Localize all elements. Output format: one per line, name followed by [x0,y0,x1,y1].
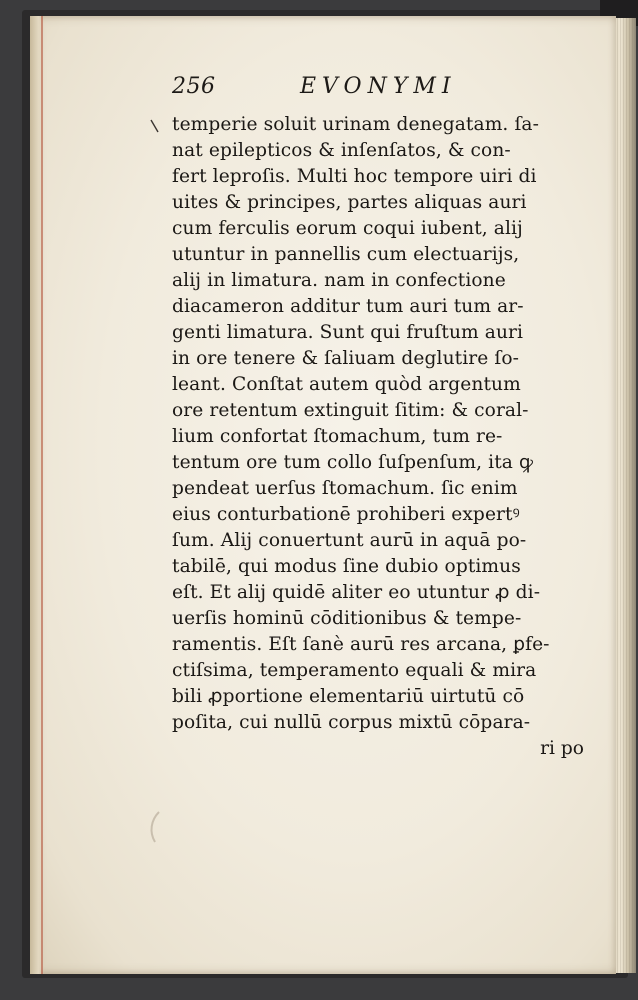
text-line: temperie soluit urinam denegatam. ſa- [172,114,539,135]
text-line: nat epilepticos & inſenſatos, & con- [172,140,511,161]
text-line: cum ferculis eorum coqui iubent, alij [172,218,523,239]
margin-stain [145,810,163,844]
text-line: tentum ore tum collo ſuſpenſum, ita ꝙ [172,452,534,473]
page-number: 256 [172,74,216,99]
text-line: fert leproſis. Multi hoc tempore uiri di [172,166,537,187]
text-line: uerſis hominū cōditionibus & tempe- [172,608,522,629]
page-edge-stripes [614,18,634,973]
text-line: eſt. Et alij quidē aliter eo utuntur ꝓ di- [172,582,541,603]
text-line: ctiſsima, temperamento equali & mira [172,660,537,681]
running-head: EVONYMI [300,74,457,99]
text-line: genti limatura. Sunt qui fruſtum auri [172,322,524,343]
text-line: tabilē, qui modus ſine dubio optimus [172,556,521,577]
text-line: utuntur in pannellis cum electuarijs, [172,244,520,265]
text-line: leant. Conſtat autem quòd argentum [172,374,521,395]
catchword: ri po [540,738,584,759]
text-line: alij in limatura. nam in confectione [172,270,506,291]
text-line: uites & principes, partes aliquas auri [172,192,527,213]
text-line: bili ꝓportione elementariū uirtutū cō [172,686,525,707]
text-line: pendeat uerſus ſtomachum. ſic enim [172,478,518,499]
text-line: ore retentum extinguit ſitim: & coral- [172,400,529,421]
text-line: ramentis. Eſt ſanè aurū res arcana, ꝑfe- [172,634,550,655]
text-line: diacameron additur tum auri tum ar- [172,296,524,317]
page-header [172,74,592,108]
gutter-binding-line [41,16,43,974]
text-line: poſita, cui nullū corpus mixtū cōpara- [172,712,531,733]
margin-mark [150,118,160,136]
text-line: ſum. Alij conuertunt aurū in aquā po- [172,530,527,551]
text-line: lium confortat ſtomachum, tum re- [172,426,503,447]
text-line: in ore tenere & ſaliuam deglutire ſo- [172,348,520,369]
text-line: eius conturbationē prohiberi expertꝰ [172,504,520,525]
body-text [172,112,592,762]
